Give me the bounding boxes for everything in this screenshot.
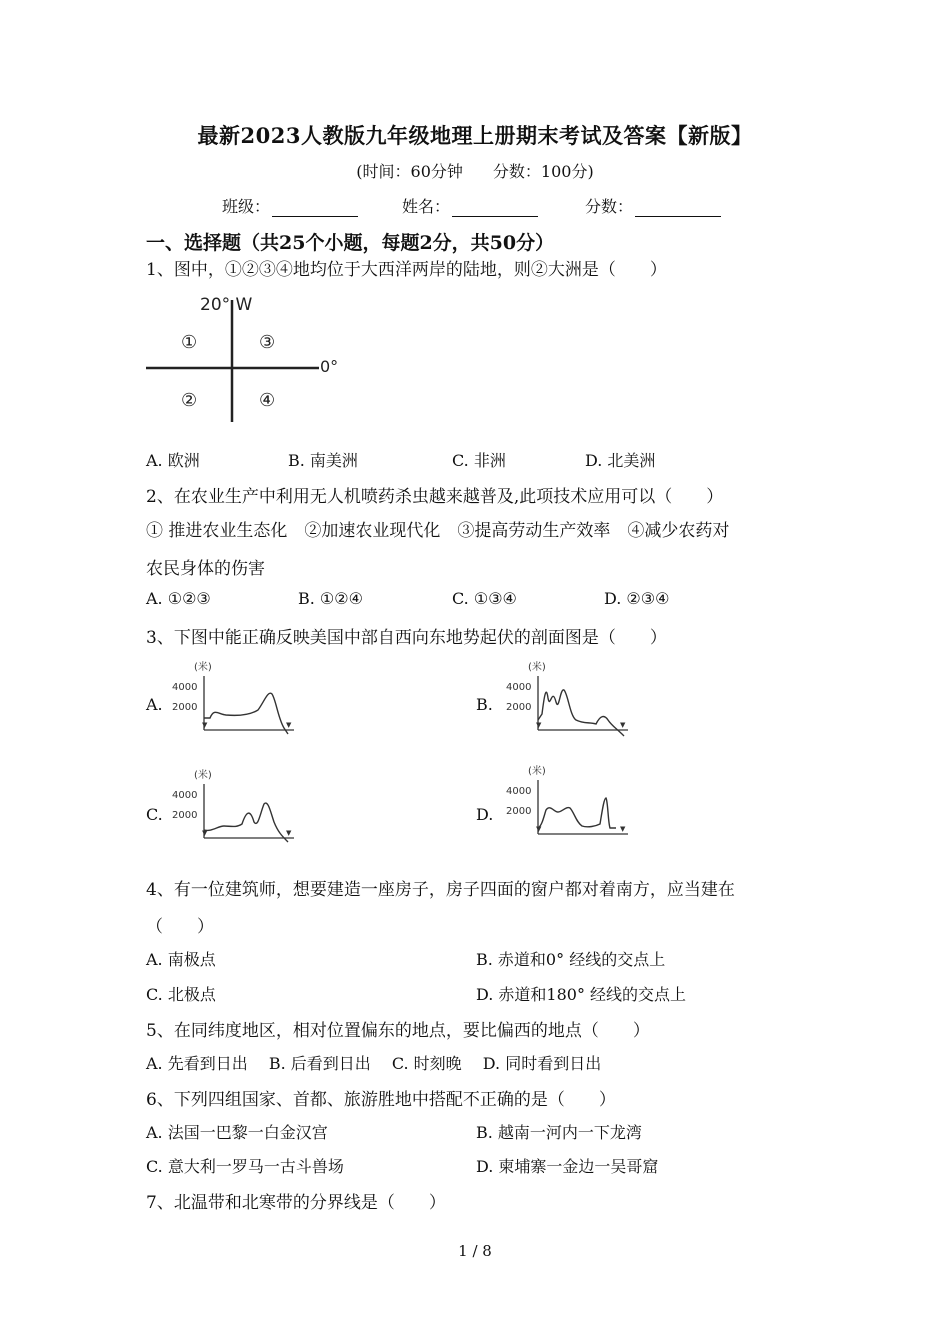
svg-text:▼: ▼ — [202, 721, 208, 729]
q1-option-c: C. 非洲 — [452, 451, 506, 470]
quadrant-4-mark: ④ — [259, 390, 276, 411]
svg-text:4000: 4000 — [506, 786, 532, 797]
page-number: 1 / 8 — [458, 1242, 492, 1260]
exam-meta — [0, 159, 950, 182]
svg-text:4000: 4000 — [172, 790, 198, 801]
q5-options: A. 先看到日出 B. 后看到日出 C. 时刻晚 D. 同时看到日出 — [146, 1054, 602, 1073]
q1-option-d: D. 北美洲 — [585, 451, 656, 470]
quadrant-1-mark: ① — [181, 332, 198, 353]
name-label: 姓名： — [402, 197, 451, 216]
question-7-text: 7、北温带和北寒带的分界线是（ ） — [146, 1193, 446, 1213]
svg-text:▼: ▼ — [620, 721, 626, 729]
question-4-paren: （ ） — [146, 917, 214, 937]
total-score: 分数：100分) — [492, 162, 594, 181]
q3-label-d: D. — [476, 805, 494, 824]
question-5-text: 5、在同纬度地区，相对位置偏东的地点，要比偏西的地点（ ） — [146, 1021, 650, 1041]
q1-option-b: B. 南美洲 — [288, 451, 358, 470]
q1-option-a: A. 欧洲 — [146, 451, 200, 470]
svg-text:▼: ▼ — [620, 825, 626, 833]
svg-text:2000: 2000 — [506, 806, 532, 817]
q4-option-b: B. 赤道和0° 经线的交点上 — [476, 950, 666, 969]
svg-text:▼: ▼ — [286, 721, 292, 729]
time-limit: (时间：60分钟 — [356, 162, 463, 181]
quadrant-3-mark: ③ — [259, 332, 276, 353]
q3-label-b: B. — [476, 695, 493, 714]
svg-text:2000: 2000 — [172, 702, 198, 713]
svg-text:4000: 4000 — [172, 682, 198, 693]
question-2-statements: ① 推进农业生态化 ②加速农业现代化 ③提高劳动生产效率 ④减少农药对 — [146, 521, 730, 541]
q2-option-c: C. ①③④ — [452, 589, 517, 608]
score-label: 分数： — [585, 197, 634, 216]
svg-text:▼: ▼ — [536, 721, 542, 729]
q2-option-a: A. ①②③ — [146, 589, 211, 608]
svg-text:▼: ▼ — [202, 829, 208, 837]
question-6-text: 6、下列四组国家、首都、旅游胜地中搭配不正确的是（ ） — [146, 1090, 616, 1110]
class-field — [222, 194, 358, 217]
profile-graph-b — [504, 658, 634, 742]
quadrant-map-figure — [144, 290, 359, 425]
profile-graph-c — [170, 766, 300, 850]
page-title: 最新2023人教版九年级地理上册期末考试及答案【新版】 — [197, 123, 753, 148]
profile-graph-a — [170, 658, 300, 742]
class-label: 班级： — [222, 197, 271, 216]
svg-text:2000: 2000 — [172, 810, 198, 821]
q4-option-c: C. 北极点 — [146, 985, 216, 1004]
question-1-text: 1、图中，①②③④地均位于大西洋两岸的陆地，则②大洲是（ ） — [146, 260, 667, 280]
question-4-text: 4、有一位建筑师，想要建造一座房子，房子四面的窗户都对着南方，应当建在 — [146, 880, 735, 900]
svg-text:2000: 2000 — [506, 702, 532, 713]
quadrant-2-mark: ② — [181, 390, 198, 411]
score-field — [585, 194, 721, 217]
name-blank — [452, 200, 538, 217]
q6-option-c: C. 意大利一罗马一古斗兽场 — [146, 1157, 344, 1176]
score-blank — [635, 200, 721, 217]
question-2-statements-cont: 农民身体的伤害 — [146, 559, 265, 579]
q6-option-a: A. 法国一巴黎一白金汉宫 — [146, 1123, 328, 1142]
svg-text:▼: ▼ — [286, 829, 292, 837]
question-2-text: 2、在农业生产中利用无人机喷药杀虫越来越普及,此项技术应用可以（ ） — [146, 487, 724, 507]
q6-option-d: D. 柬埔寨一金边一吴哥窟 — [476, 1157, 659, 1176]
q2-option-d: D. ②③④ — [604, 589, 670, 608]
q6-option-b: B. 越南一河内一下龙湾 — [476, 1123, 642, 1142]
svg-text:(米): (米) — [194, 770, 212, 781]
q2-option-b: B. ①②④ — [298, 589, 363, 608]
q3-label-a: A. — [146, 695, 163, 714]
meridian-label: 20° W — [200, 295, 253, 315]
class-blank — [272, 200, 358, 217]
q4-option-d: D. 赤道和180° 经线的交点上 — [476, 985, 687, 1004]
profile-graph-d — [504, 762, 634, 846]
section-title: 一、选择题（共25个小题，每题2分，共50分） — [146, 232, 555, 254]
equator-label: 0° — [320, 357, 339, 376]
q4-option-a: A. 南极点 — [146, 950, 216, 969]
svg-text:(米): (米) — [194, 662, 212, 673]
svg-text:▼: ▼ — [536, 825, 542, 833]
svg-text:4000: 4000 — [506, 682, 532, 693]
name-field — [402, 194, 538, 217]
question-3-text: 3、下图中能正确反映美国中部自西向东地势起伏的剖面图是（ ） — [146, 628, 667, 648]
q3-label-c: C. — [146, 805, 163, 824]
svg-text:(米): (米) — [528, 662, 546, 673]
svg-text:(米): (米) — [528, 766, 546, 777]
